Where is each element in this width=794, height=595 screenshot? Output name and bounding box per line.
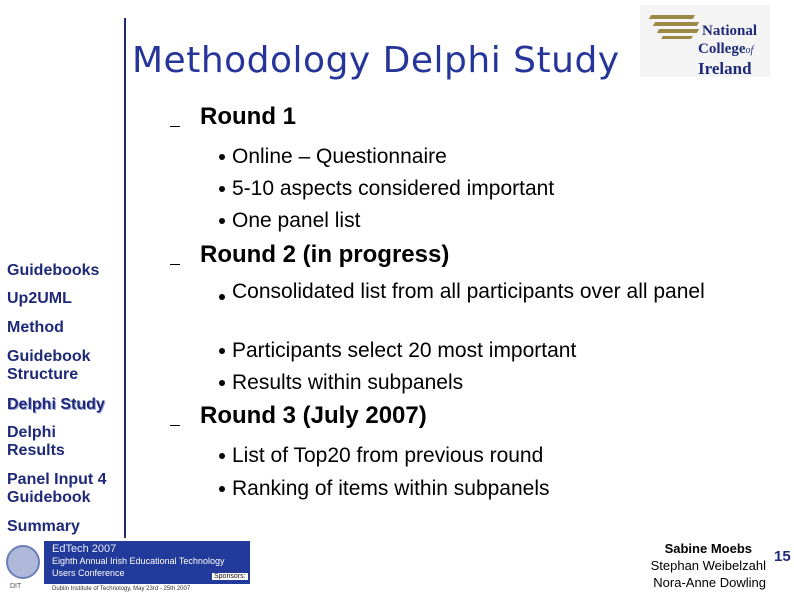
- logo-text-line3: Ireland: [698, 59, 752, 78]
- bullet-icon: [219, 380, 225, 386]
- sidebar-item-panel-input[interactable]: Panel Input 4 Guidebook: [7, 471, 107, 506]
- round-dash-icon: [170, 264, 180, 265]
- banner-line1: Eighth Annual Irish Educational Technology: [52, 556, 225, 566]
- slide-title: Methodology Delphi Study: [132, 40, 620, 81]
- sidebar-item-delphi-study[interactable]: Delphi Study: [7, 396, 105, 413]
- banner-line2: Users Conference: [52, 568, 125, 578]
- page-number: 15: [774, 548, 791, 565]
- conference-banner: [0, 541, 250, 595]
- round-heading: Round 2 (in progress): [200, 241, 450, 268]
- round-item: Consolidated list from all participants over all panel: [232, 280, 705, 303]
- sidebar-item-up2uml[interactable]: Up2UML: [7, 290, 72, 307]
- logo-mark-icon: [646, 13, 702, 39]
- bullet-icon: [219, 348, 225, 354]
- dit-logo-text: DIT: [10, 583, 22, 590]
- author-name: Stephan Weibelzahl: [650, 558, 766, 573]
- sidebar-item-method[interactable]: Method: [7, 319, 64, 336]
- logo-text-line2: Collegeof: [698, 41, 754, 57]
- round-dash-icon: [170, 126, 180, 127]
- round-heading: Round 1: [200, 103, 296, 130]
- round-item: Ranking of items within subpanels: [232, 477, 550, 500]
- round-item: One panel list: [232, 209, 361, 232]
- banner-event: EdTech 2007: [52, 543, 117, 555]
- bullet-icon: [219, 218, 225, 224]
- college-logo: [640, 5, 770, 77]
- dit-logo-icon: [6, 545, 40, 579]
- round-item: List of Top20 from previous round: [232, 444, 544, 467]
- sidebar-item-guidebooks[interactable]: Guidebooks: [7, 262, 100, 279]
- logo-text-line1: National: [702, 23, 758, 39]
- vertical-divider: [124, 18, 126, 538]
- bullet-icon: [219, 486, 225, 492]
- round-dash-icon: [170, 425, 180, 426]
- banner-sponsors: Sponsors:: [214, 573, 246, 580]
- round-heading: Round 3 (July 2007): [200, 402, 427, 429]
- banner-footer: Dublin Institute of Technology, May 23rd - 25th 2007: [52, 586, 191, 592]
- round-item: Participants select 20 most important: [232, 339, 577, 362]
- round-item: Results within subpanels: [232, 371, 464, 394]
- sidebar-item-delphi-results[interactable]: Delphi Results: [7, 424, 65, 459]
- bullet-icon: [219, 453, 225, 459]
- sidebar-item-guidebook-structure[interactable]: Guidebook Structure: [7, 348, 91, 383]
- bullet-icon: [219, 186, 225, 192]
- author-name: Nora-Anne Dowling: [653, 575, 766, 590]
- sidebar-item-summary[interactable]: Summary: [7, 518, 80, 535]
- bullet-icon: [219, 154, 225, 160]
- round-item: Online – Questionnaire: [232, 145, 447, 168]
- round-item: 5-10 aspects considered important: [232, 177, 555, 200]
- author-name: Sabine Moebs: [664, 541, 752, 556]
- bullet-icon: [219, 294, 225, 300]
